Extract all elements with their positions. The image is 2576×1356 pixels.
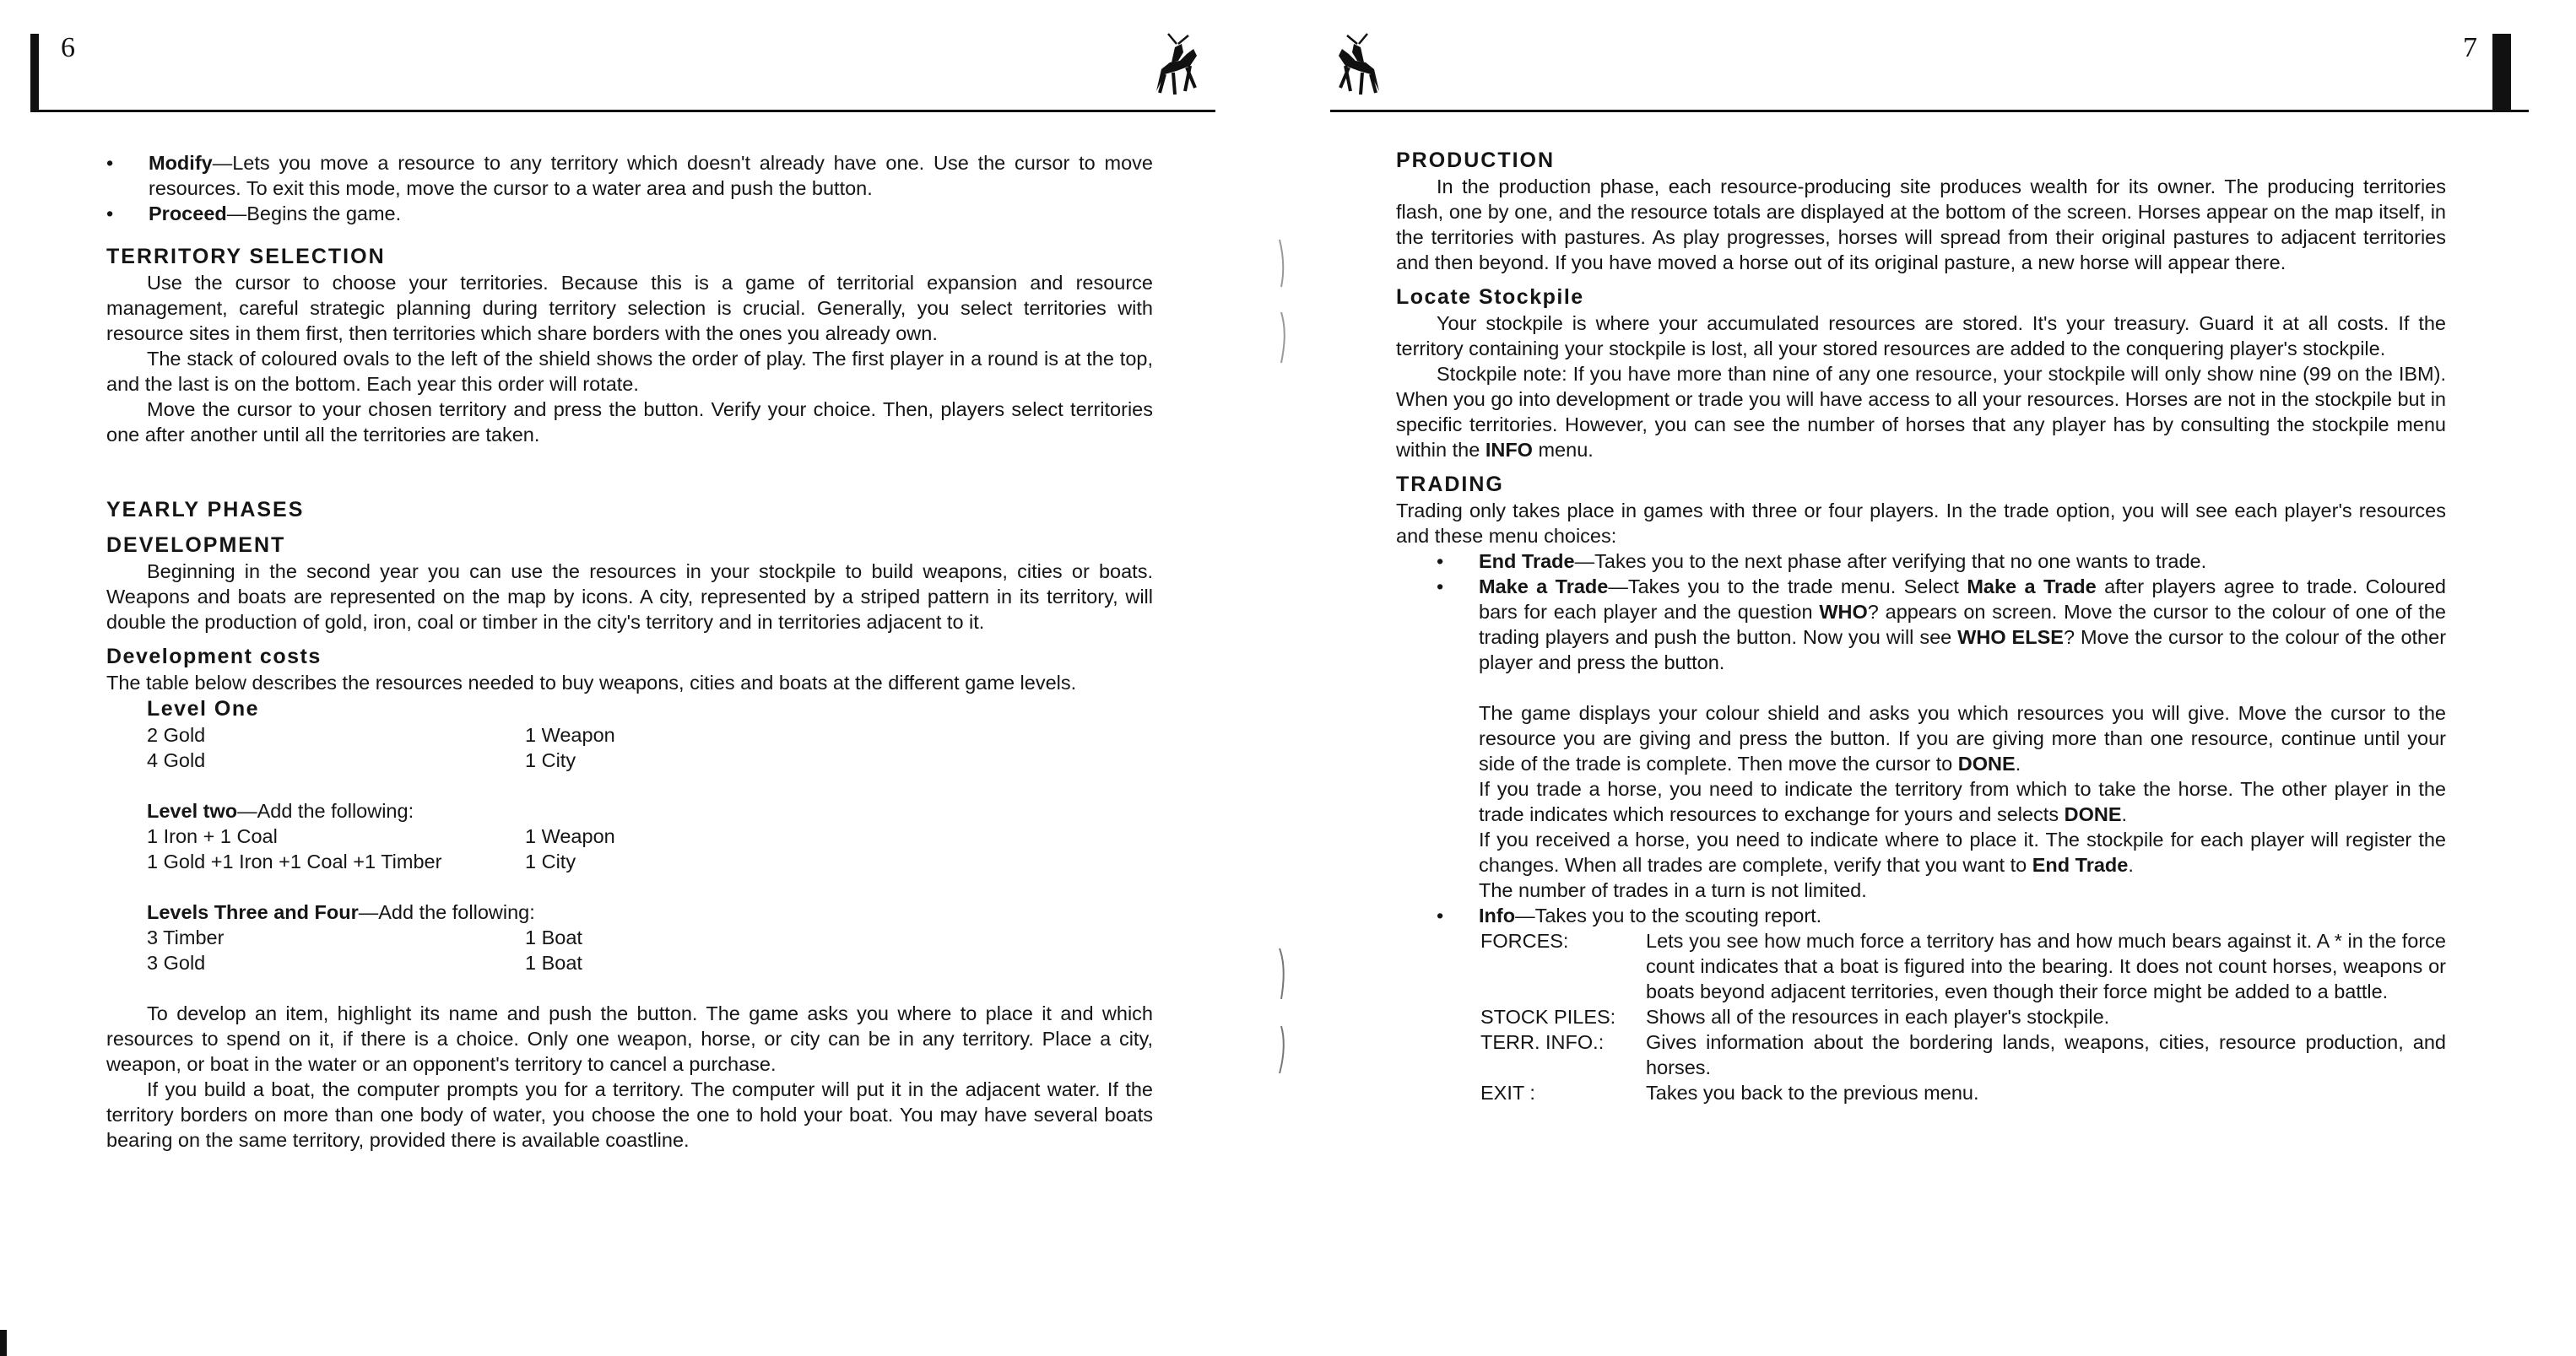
binding-mark bbox=[1274, 236, 1291, 371]
page-edge-marker bbox=[30, 34, 39, 111]
table-row bbox=[147, 950, 1153, 975]
section-heading: TERRITORY SELECTION bbox=[106, 245, 386, 268]
definition-row: STOCK PILES: Shows all of the resources in each player's stockpile. bbox=[1480, 1006, 2110, 1028]
bullet-icon: • bbox=[106, 203, 114, 224]
page-edge-marker bbox=[0, 1330, 7, 1356]
bullet-text: —Lets you move a resource to any territory which doesn't already have one. Use the cursor to move resources. To exit this mode, move the cursor to a water area and push the button. bbox=[149, 152, 1153, 199]
header-rule bbox=[1330, 110, 2529, 112]
paragraph: Stockpile note: If you have more than nine of any one resource, your stockpile will only show nine (99 on the IBM). When you go into development or trade you will have access to all your resources. Horses are not in the stockpile but in specific territories. However, you can see the number of horses that any player has by consulting the stockpile menu within the INFO menu. bbox=[1396, 363, 2446, 461]
section-heading: YEARLY PHASES bbox=[106, 498, 305, 521]
left-column bbox=[106, 150, 1153, 1153]
cost-table bbox=[147, 695, 1153, 975]
paragraph: Move the cursor to your chosen territory and press the button. Verify your choice. Then, players select territories one after another until all the territories are taken. bbox=[106, 398, 1153, 446]
header-rule bbox=[30, 110, 1215, 112]
table-cell: 2 Gold bbox=[147, 724, 206, 746]
paragraph: Use the cursor to choose your territories. Because this is a game of territorial expansion and resource management, careful strategic planning during territory selection is crucial. Generally, you select territories with resource sites in them first, then territories which share borders with the ones you already own. bbox=[106, 272, 1153, 344]
table-cell: 1 Gold +1 Iron +1 Coal +1 Timber bbox=[147, 851, 442, 872]
paragraph: If you received a horse, you need to indicate where to place it. The stockpile for each player will register the changes. When all trades are complete, verify that you want to End Trade. bbox=[1479, 829, 2446, 876]
table-cell: 1 Boat bbox=[525, 952, 582, 974]
list-item: • Info—Takes you to the scouting report. bbox=[1437, 905, 1822, 927]
paragraph: The game displays your colour shield and asks you which resources you will give. Move the cursor to the resource you are giving and press the button. If you are giving more than one resource, continue until your side of the trade is complete. Then move the cursor to DONE. bbox=[1479, 702, 2446, 775]
table-cell: 3 Timber bbox=[147, 927, 225, 948]
table-row bbox=[147, 849, 1153, 874]
paragraph: Trading only takes place in games with three or four players. In the trade option, you will see each player's resources and these menu choices: bbox=[1396, 500, 2446, 547]
paragraph: To develop an item, highlight its name and push the button. The game asks you where to place it and which resources to spend on it, if there is a choice. Only one weapon, horse, or city can be in any territory. Place a city, weapon, or boat in the water or an opponent's territory to cancel a purchase. bbox=[106, 1002, 1153, 1075]
list-item: • Make a Trade—Takes you to the trade menu. Select Make a Trade after players agree to trade. Coloured bars for each player and the question WHO? appears on screen. Move the cursor to the colour of one of the trading players and push the button. Now you will see WHO ELSE? Move the cursor to the colour of the other player and press the button. The game displays your colour shield and asks you which resources you will give. Move the cursor to the resource you are giving and press the button. If you are giving more than one resource, continue until your side of the trade is complete. Then move the cursor to DONE. If you trade a horse, you need to indicate the territory from which to take the horse. The other player in the trade indicates which resources to exchange for yours and selects DONE. If you received a horse, you need to indicate where to place it. The stockpile for each player will register the changes. When all trades are complete, verify that you want to End Trade. The number of trades in a turn is not limited. bbox=[1437, 575, 2447, 901]
paragraph: The table below describes the resources needed to buy weapons, cities and boats at the different game levels. bbox=[106, 672, 1077, 694]
table-row bbox=[147, 722, 1153, 748]
table-cell: 3 Gold bbox=[147, 952, 206, 974]
paragraph: Your stockpile is where your accumulated resources are stored. It's your treasury. Guard it at all costs. If the territory containing your stockpile is lost, all your stored resources are added to the conquering player's stockpile. bbox=[1396, 312, 2446, 359]
subsection-heading: Locate Stockpile bbox=[1396, 285, 1584, 309]
paragraph: In the production phase, each resource-producing site produces wealth for its owner. The producing territories flash, one by one, and the resource totals are displayed at the bottom of the screen. Horses appear on the map itself, in the territories with pastures. As play progresses, horses will spread from their original pastures to adjacent territories and then beyond. If you have moved a horse out of its original pasture, a new horse will appear there. bbox=[1396, 176, 2446, 273]
table-cell: 1 Weapon bbox=[525, 724, 615, 746]
trade-menu-list bbox=[1437, 548, 2446, 928]
paragraph: The number of trades in a turn is not limited. bbox=[1479, 879, 1867, 901]
table-cell: 1 Iron + 1 Coal bbox=[147, 825, 278, 847]
left-page bbox=[0, 0, 1266, 1356]
level-heading: Level two—Add the following: bbox=[147, 800, 414, 822]
paragraph: Beginning in the second year you can use the resources in your stockpile to build weapons, cities or boats. Weapons and boats are represented on the map by icons. A city, represented by a striped pattern in its territory, will double the production of gold, iron, coal or timber in the city's territory and in territories adjacent to it. bbox=[106, 560, 1153, 633]
horse-rider-logo bbox=[1330, 32, 1388, 103]
paragraph: If you build a boat, the computer prompts you for a territory. The computer will put it in the adjacent water. If the territory borders on more than one body of water, you choose the one to hold your boat. You may have several boats bearing on the same territory, provided there is available coastline. bbox=[106, 1078, 1153, 1151]
binding-mark bbox=[1274, 945, 1291, 1080]
section-heading: DEVELOPMENT bbox=[106, 533, 286, 557]
right-page bbox=[1300, 0, 2576, 1356]
table-cell: 1 Boat bbox=[525, 927, 582, 948]
level-heading: Level One bbox=[147, 697, 259, 721]
paragraph: The stack of coloured ovals to the left of the shield shows the order of play. The first player in a round is at the top, and the last is on the bottom. Each year this order will rotate. bbox=[106, 348, 1153, 395]
table-row bbox=[147, 748, 1153, 773]
bullet-icon: • bbox=[1437, 905, 1444, 927]
page-number: 6 bbox=[61, 32, 75, 63]
definition-row: FORCES: Lets you see how much force a territory has and how much bears against it. A * in the force count indicates that a boat is figured into the bearing. It does not count horses, weapons or boats beyond adjacent territories, even though their force might be added to a battle. bbox=[1480, 930, 2446, 1002]
list-item: • End Trade—Takes you to the next phase after verifying that no one wants to trade. bbox=[1437, 550, 2207, 572]
bullet-icon: • bbox=[1437, 550, 1444, 572]
section-heading: PRODUCTION bbox=[1396, 149, 1556, 172]
bullet-term: Modify bbox=[149, 152, 213, 174]
page-number: 7 bbox=[2463, 32, 2477, 63]
paragraph: If you trade a horse, you need to indicate the territory from which to take the horse. The other player in the trade indicates which resources to exchange for yours and selects DONE. bbox=[1479, 778, 2446, 825]
table-cell: 1 City bbox=[525, 851, 576, 872]
bullet-term: Proceed bbox=[149, 203, 227, 224]
top-bullet-list bbox=[106, 150, 1153, 226]
scouting-report-list bbox=[1396, 928, 2446, 1105]
bullet-text: —Begins the game. bbox=[226, 203, 402, 224]
definition-row: TERR. INFO.: Gives information about the bordering lands, weapons, cities, resource production, and horses. bbox=[1480, 1031, 2446, 1078]
table-row bbox=[147, 824, 1153, 849]
table-cell: 1 Weapon bbox=[525, 825, 615, 847]
table-row bbox=[147, 925, 1153, 950]
list-item bbox=[106, 150, 1153, 201]
horse-rider-logo bbox=[1148, 32, 1205, 103]
subsection-heading: Development costs bbox=[106, 645, 322, 668]
level-heading: Levels Three and Four—Add the following: bbox=[147, 901, 535, 923]
bullet-icon: • bbox=[1437, 575, 1444, 597]
bullet-icon: • bbox=[106, 152, 114, 174]
table-cell: 1 City bbox=[525, 749, 576, 771]
right-column bbox=[1396, 147, 2446, 1105]
definition-row: EXIT : Takes you back to the previous menu. bbox=[1480, 1082, 1979, 1104]
table-cell: 4 Gold bbox=[147, 749, 206, 771]
list-item bbox=[106, 201, 1153, 226]
section-heading: TRADING bbox=[1396, 473, 1504, 496]
page-edge-marker bbox=[2492, 34, 2511, 111]
